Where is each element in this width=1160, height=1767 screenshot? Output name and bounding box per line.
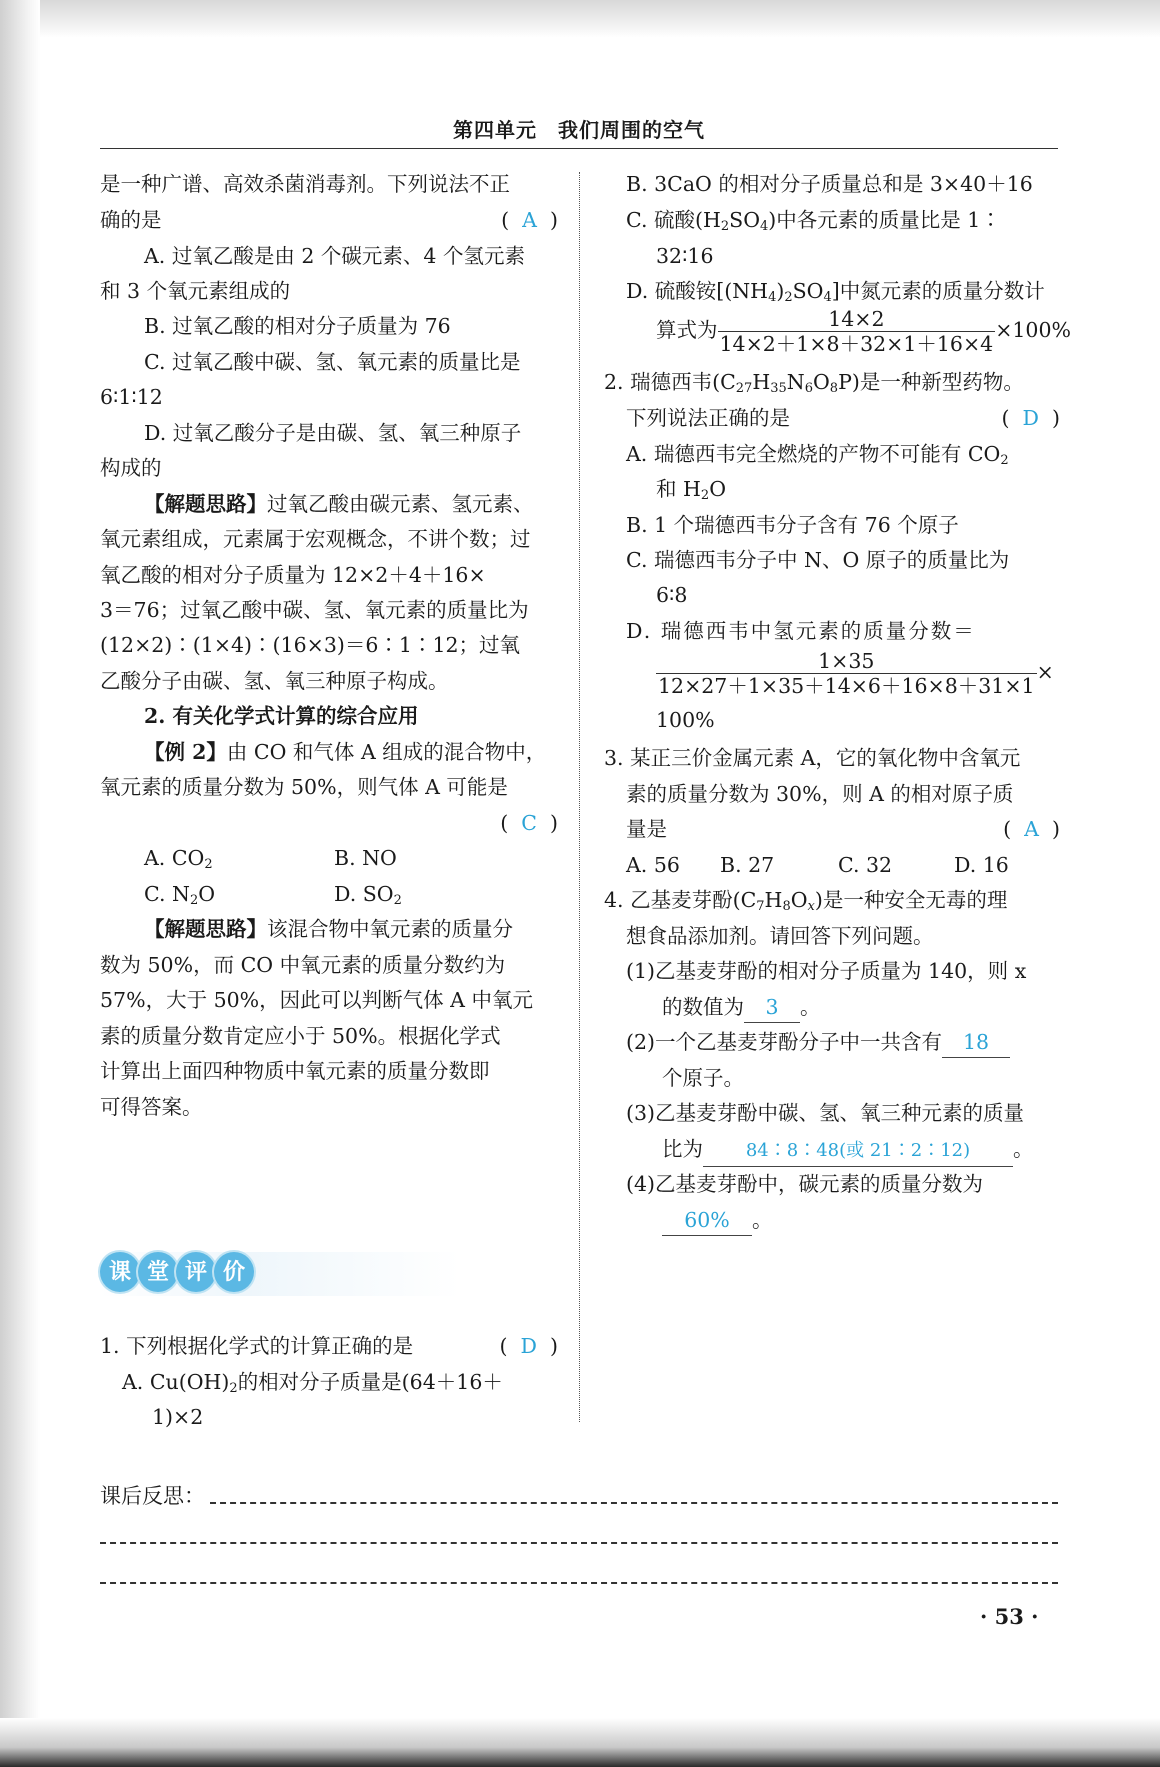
reflection-line bbox=[100, 1582, 1058, 1584]
question-2: 2. 瑞德西韦$(C_{27}H_{35}N_6O_8P)$是一种新型药物。 bbox=[604, 370, 1024, 396]
answer: D bbox=[520, 1334, 537, 1358]
formula-line: $\frac{1\times 35}{12\times 27+1\times 35+14\times 6+16\times 8+31\times 1}$ × bbox=[658, 649, 1054, 698]
answer-bracket: ( C ) bbox=[500, 811, 558, 835]
text-line: 1)×2 bbox=[152, 1405, 204, 1429]
answer-bracket: ( A ) bbox=[1003, 817, 1060, 841]
solution-line: (12×2)∶(1×4)∶(16×3)＝6∶1∶12；过氧 bbox=[100, 633, 521, 657]
example-tag: 【例 2】 bbox=[144, 740, 227, 764]
option-c: C. 32 bbox=[838, 853, 893, 877]
option-b: B. 3CaO 的相对分子质量总和是 3×40＋16 bbox=[626, 172, 1033, 196]
question-4: 4. 乙基麦芽酚$(C_7H_8O_x)$是一种安全无毒的理 bbox=[604, 888, 1008, 914]
subquestion-3-answer-line: 比为 84∶8∶48(或 21∶2∶12) 。 bbox=[662, 1129, 1034, 1169]
question-line: 素的质量分数为 30%，则 A 的相对原子质 bbox=[626, 782, 1014, 806]
section-badge-classroom-evaluation bbox=[100, 1252, 460, 1296]
option-a: A. 过氧乙酸是由 2 个碳元素、4 个氢元素 bbox=[144, 244, 525, 268]
page-header: 第四单元 我们周围的空气 bbox=[453, 118, 705, 142]
solution-line: 数为 50%，而 CO 中氧元素的质量分数约为 bbox=[100, 953, 506, 977]
subquestion-2: (2)一个乙基麦芽酚分子中一共含有 18 bbox=[626, 1022, 1010, 1062]
solution-line: 氧乙酸的相对分子质量为 12×2＋4＋16× bbox=[100, 563, 486, 587]
answer: D bbox=[1022, 406, 1039, 430]
text-line: 构成的 bbox=[100, 456, 162, 480]
solution-line: 【解题思路】过氧乙酸由碳元素、氢元素、 bbox=[144, 492, 534, 516]
text-line: 是一种广谱、高效杀菌消毒剂。下列说法不正 bbox=[100, 172, 510, 196]
option-d: D. 16 bbox=[954, 853, 1009, 877]
solution-tag: 【解题思路】 bbox=[144, 917, 267, 941]
option-a: A. $CO_2$ bbox=[144, 846, 213, 872]
formula-line: 算式为 $\frac{14\times 2}{14\times 2+1\times 8+32\times 1+16\times 4}$ ×100% bbox=[656, 307, 1071, 356]
question-1: 1. 下列根据化学式的计算正确的是 ( D ) bbox=[100, 1326, 558, 1366]
solution-line: 素的质量分数肯定应小于 50%。根据化学式 bbox=[100, 1024, 501, 1048]
option-a: A. 瑞德西韦完全燃烧的产物不可能有 $CO_2$ bbox=[626, 442, 1009, 468]
answer-blank: 18 bbox=[942, 1027, 1010, 1058]
badge-char: 堂 bbox=[138, 1252, 178, 1292]
option-b: B. 过氧乙酸的相对分子质量为 76 bbox=[144, 314, 451, 338]
section-heading: 2. 有关化学式计算的综合应用 bbox=[144, 704, 419, 728]
option-d: D. 过氧乙酸分子是由碳、氢、氧三种原子 bbox=[144, 421, 522, 445]
text-line: 6∶1∶12 bbox=[100, 385, 163, 409]
example-line: 【例 2】由 CO 和气体 A 组成的混合物中， bbox=[144, 740, 547, 764]
answer-bracket: ( D ) bbox=[1001, 406, 1060, 430]
question-line: 想食品添加剂。请回答下列问题。 bbox=[626, 924, 934, 948]
text-line: 6∶8 bbox=[656, 583, 688, 607]
header-rule bbox=[100, 148, 1058, 149]
solution-tag: 【解题思路】 bbox=[144, 492, 267, 516]
answer: A bbox=[522, 208, 537, 232]
fraction: $\frac{14\times 2}{14\times 2+1\times 8+32\times 1+16\times 4}$ bbox=[719, 307, 994, 356]
answer-blank: 60% bbox=[662, 1205, 752, 1236]
option-b: B. 1 个瑞德西韦分子含有 76 个原子 bbox=[626, 513, 959, 537]
answer-blank: 3 bbox=[744, 992, 800, 1023]
scan-shadow-left bbox=[0, 0, 40, 1767]
question-line: 下列说法正确的是 ( D ) bbox=[626, 398, 1060, 438]
option-d: D. 硫酸铵$[(NH_4)_2SO_4]$中氮元素的质量分数计 bbox=[626, 279, 1045, 305]
reflection-label: 课后反思： bbox=[100, 1484, 205, 1508]
scan-shadow-bottom bbox=[0, 1718, 1160, 1767]
column-divider bbox=[579, 172, 580, 1422]
subquestion-4: (4)乙基麦芽酚中，碳元素的质量分数为 bbox=[626, 1172, 984, 1196]
reflection-line bbox=[100, 1542, 1058, 1544]
answer-blank: 84∶8∶48(或 21∶2∶12) bbox=[703, 1136, 1013, 1167]
subquestion-4-answer-line: 60% 。 bbox=[662, 1200, 773, 1240]
text-line: 100% bbox=[656, 708, 715, 732]
badge-char: 价 bbox=[214, 1252, 254, 1292]
answer-bracket: ( A ) bbox=[501, 208, 558, 232]
option-d: D. 瑞德西韦中氢元素的质量分数＝ bbox=[626, 619, 976, 643]
text-line: 和 3 个氧元素组成的 bbox=[100, 279, 291, 303]
subquestion-1-answer-line: 的数值为 3 。 bbox=[662, 987, 821, 1027]
option-a: A. 56 bbox=[626, 853, 680, 877]
answer: A bbox=[1024, 817, 1039, 841]
solution-line: 可得答案。 bbox=[100, 1095, 203, 1119]
option-d: D. $SO_2$ bbox=[334, 882, 402, 908]
solution-line: 3＝76；过氧乙酸中碳、氢、氧元素的质量比为 bbox=[100, 598, 529, 622]
answer-bracket: ( D ) bbox=[499, 1334, 558, 1358]
subquestion-1: (1)乙基麦芽酚的相对分子质量为 140，则 x bbox=[626, 959, 1027, 983]
solution-line: 乙酸分子由碳、氢、氧三种原子构成。 bbox=[100, 669, 449, 693]
reflection-line bbox=[210, 1502, 1058, 1504]
badge-char: 评 bbox=[176, 1252, 216, 1292]
question-line: 量是 ( A ) bbox=[626, 809, 1060, 849]
option-a: A. $Cu(OH)_2$的相对分子质量是(64＋16＋ bbox=[122, 1370, 503, 1396]
scan-shadow-top bbox=[0, 0, 1160, 38]
option-b: B. NO bbox=[334, 846, 397, 870]
fraction: $\frac{1\times 35}{12\times 27+1\times 35+14\times 6+16\times 8+31\times 1}$ bbox=[658, 649, 1035, 698]
solution-line: 计算出上面四种物质中氧元素的质量分数即 bbox=[100, 1059, 490, 1083]
option-b: B. 27 bbox=[720, 853, 775, 877]
text-line: 32∶16 bbox=[656, 244, 714, 268]
option-c: C. $N_2O$ bbox=[144, 882, 216, 908]
solution-line: 【解题思路】该混合物中氧元素的质量分 bbox=[144, 917, 513, 941]
answer-line bbox=[100, 803, 558, 843]
text-line: 个原子。 bbox=[662, 1066, 744, 1090]
example-line: 氧元素的质量分数为 50%，则气体 A 可能是 bbox=[100, 775, 508, 799]
text-line: 和 $H_2O$ bbox=[656, 477, 726, 503]
answer: C bbox=[521, 811, 537, 835]
question-3: 3. 某正三价金属元素 A，它的氧化物中含氧元 bbox=[604, 746, 1021, 770]
question-line: 确的是 ( A ) bbox=[100, 200, 558, 240]
solution-line: 57%，大于 50%，因此可以判断气体 A 中氧元 bbox=[100, 988, 533, 1012]
option-c: C. 硫酸$(H_2SO_4)$中各元素的质量比是 1∶ bbox=[626, 208, 1001, 234]
solution-line: 氧元素组成，元素属于宏观概念，不讲个数；过 bbox=[100, 527, 531, 551]
subquestion-3: (3)乙基麦芽酚中碳、氢、氧三种元素的质量 bbox=[626, 1101, 1025, 1125]
option-c: C. 瑞德西韦分子中 N、O 原子的质量比为 bbox=[626, 548, 1010, 572]
badge-char: 课 bbox=[100, 1252, 140, 1292]
option-c: C. 过氧乙酸中碳、氢、氧元素的质量比是 bbox=[144, 350, 521, 374]
page-number: · 53 · bbox=[980, 1604, 1039, 1629]
